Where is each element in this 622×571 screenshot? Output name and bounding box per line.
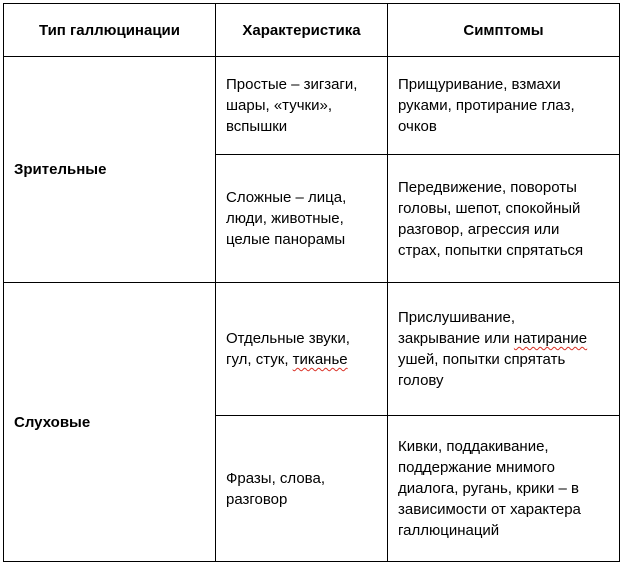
hallucinations-table (3, 3, 620, 562)
cell-line: зависимости от характера (398, 501, 581, 518)
cell-line: разговор (226, 490, 288, 508)
header-row (4, 4, 620, 57)
cell-line: ушей, попытки спрятать (398, 351, 566, 368)
cell-line: поддержание мнимого (398, 459, 555, 476)
cell-line: Прислушивание, (398, 309, 515, 326)
cell-line: разговор, агрессия или (398, 220, 560, 238)
cell-line: Кивки, поддакивание, (398, 438, 549, 455)
cell-line: целые панорамы (226, 231, 346, 248)
spellcheck-flagged-word: тиканье (292, 351, 348, 368)
characteristic-cell (216, 155, 388, 283)
type-auditory: Слуховые (4, 283, 216, 562)
cell-line: галлюцинаций (398, 522, 500, 539)
cell-line (226, 349, 377, 370)
symptoms-cell (388, 416, 620, 562)
characteristic-cell (216, 283, 388, 416)
cell-text-part: гул, стук, (226, 351, 293, 368)
cell-line: Передвижение, повороты (398, 178, 577, 196)
cell-line: шары, «тучки», (226, 97, 332, 114)
type-visual: Зрительные (4, 57, 216, 283)
header-type: Тип галлюцинации (4, 4, 216, 57)
cell-line: вспышки (226, 118, 288, 135)
spellcheck-flagged-word: натирание (513, 330, 588, 347)
cell-line: Простые – зигзаги, (226, 76, 358, 93)
cell-line: Фразы, слова, (226, 469, 325, 487)
cell-line: страх, попытки спрятаться (398, 241, 584, 259)
symptoms-cell (388, 155, 620, 283)
cell-line: голову (398, 372, 444, 389)
characteristic-cell (216, 57, 388, 155)
table-row (4, 283, 620, 416)
header-characteristic: Характеристика (216, 4, 388, 57)
cell-line: диалога, ругань, крики – в (398, 480, 580, 497)
symptoms-cell (388, 283, 620, 416)
cell-line: люди, животные, (226, 210, 344, 227)
cell-line: руками, протирание глаз, (398, 97, 575, 114)
cell-text-part: закрывание или (398, 330, 514, 347)
table-row (4, 57, 620, 155)
cell-line: головы, шепот, спокойный (398, 199, 581, 217)
header-symptoms: Симптомы (388, 4, 620, 57)
symptoms-cell (388, 57, 620, 155)
cell-line: Прищуривание, взмахи (398, 76, 561, 93)
characteristic-cell (216, 416, 388, 562)
cell-line: Сложные – лица, (226, 189, 347, 206)
cell-line (398, 328, 609, 349)
cell-line: Отдельные звуки, (226, 330, 350, 347)
cell-line: очков (398, 118, 437, 135)
